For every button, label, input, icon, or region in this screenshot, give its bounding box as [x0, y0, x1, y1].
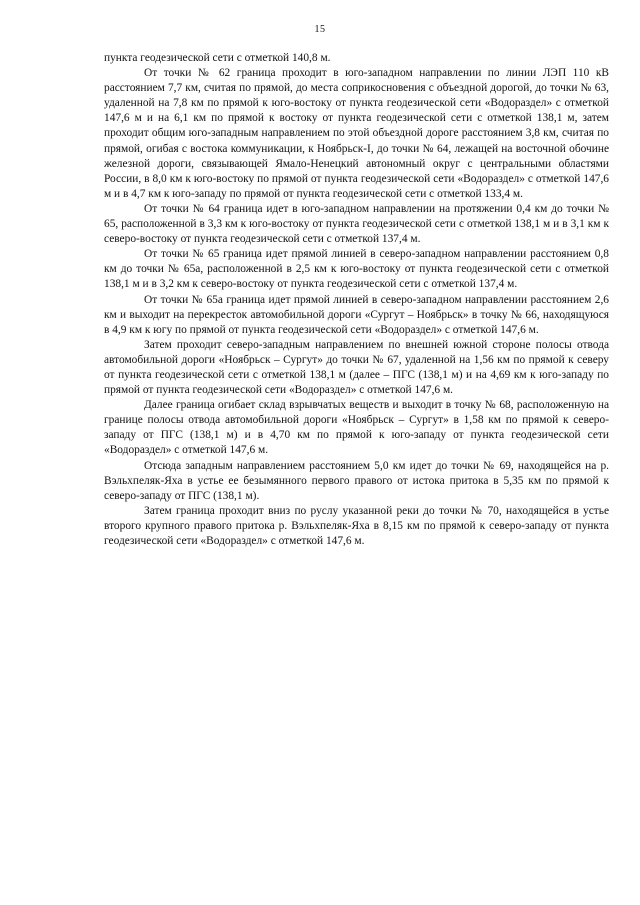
paragraph-point-65a: От точки № 65а граница идет прямой линией в северо-западном направлении расстоянием 2,6 км и выходит на перекресток автомобильной дороги «Сургут – Ноябрьск» в точку № 66, находящуюся в 4,9 км к югу по прямой от пункта геодезической сети «Водораздел» с отметкой 147,6 м. — [104, 293, 609, 336]
paragraph-point-68: Далее граница огибает склад взрывчатых веществ и выходит в точку № 68, расположенную на границе полосы отвода автомобильной дороги «Ноябрьск – Сургут» в 1,58 км по прямой к северо-западу от ПГС (138,1 м) и в 4,70 км по прямой к юго-западу от пункта геодезической сети «Водораздел» с отметкой 147,6 м. — [104, 399, 609, 457]
paragraph-point-67: Затем проходит северо-западным направлением по внешней южной стороне полосы отвода автомобильной дороги «Ноябрьск – Сургут» до точки № 67, удаленной на 1,56 км по прямой к северу от пункта геодезической сети с отметкой 138,1 м (далее – ПГС (138,1 м) и на 4,69 км к юго-западу по прямой от пункта геодезической сети «Водораздел» с отметкой 147,6 м. — [104, 338, 609, 397]
page-number: 15 — [314, 24, 326, 35]
paragraph-continuation: пункта геодезической сети с отметкой 140,8 м. — [104, 52, 331, 64]
paragraph-point-64: От точки № 64 граница идет в юго-западном направлении на протяжении 0,4 км до точки № 65, расположенной в 3,3 км к юго-востоку от пункта геодезической сети с отметкой 138,1 м и в 3,1 км к северо-востоку от пункта геодезической сети с отметкой 137,4 м. — [104, 202, 609, 246]
paragraph-point-65: От точки № 65 граница идет прямой линией в северо-западном направлении расстоянием 0,8 км до точки № 65а, расположенной в 2,5 км к юго-востоку от пункта геодезической сети с отметкой 138,1 м и в 3,2 км к северо-востоку от пункта геодезической сети с отметкой 137,4 м. — [104, 248, 609, 291]
paragraph-point-62: От точки № 62 граница проходит в юго-западном направлении по линии ЛЭП 110 кВ расстоянием 7,7 км, считая по прямой, до места соприкосновения с объездной дорогой, до точки № 63, удаленной на 7,8 км по прямой к юго-востоку от пункта геодезической сети «Водораздел» с отметкой 147,6 м и на 6,1 км по прямой к востоку от пункта геодезической сети с отметкой 138,1 м, затем проходит общим юго-западным направлением по этой объездной дороге расстоянием 3,8 км, считая по прямой, огибая с востока коммуникации, к Ноябрьск-I, до точки № 64, лежащей на восточной обочине железной дороги, связывающей Ямало-Ненецкий автономный округ с центральными областями России, в 8,0 км к юго-востоку по прямой от пункта геодезической сети «Водораздел» с отметкой 147,6 м и в 4,7 км к юго-западу по прямой от пункта геодезической сети с отметкой 133,4 м. — [104, 67, 609, 200]
paragraph-point-70: Затем граница проходит вниз по руслу указанной реки до точки № 70, находящейся в устье второго крупного правого притока р. Вэльхпеляк-Яха в 8,15 км по прямой к северо-западу от пункта геодезической сети «Водораздел» с отметкой 147,6 м. — [104, 504, 609, 547]
document-body — [104, 51, 609, 549]
paragraph-point-69: Отсюда западным направлением расстоянием 5,0 км идет до точки № 69, находящейся на р. Вэльхпеляк-Яха в устье ее безымянного первого правого от истока притока в 5,35 км по прямой к северо-западу от ПГС (138,1 м). — [104, 459, 609, 502]
